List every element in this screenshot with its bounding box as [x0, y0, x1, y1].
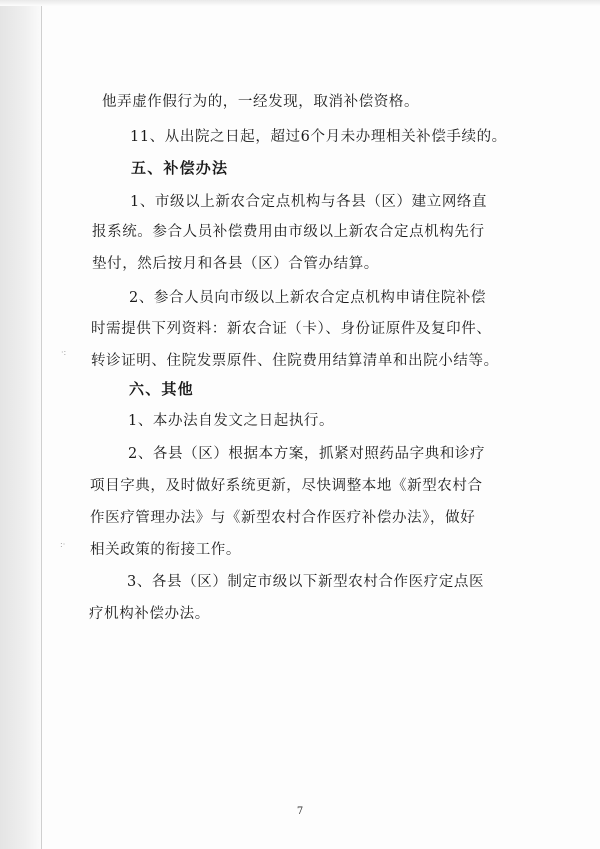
text-line-6: 垫付，然后按月和各县（区）合管办结算。 — [92, 256, 379, 272]
text-line-16: 3、各县（区）制定市级以下新型农村合作医疗定点医 — [127, 574, 485, 590]
scan-speck: :· — [60, 540, 66, 549]
text-line-4: 1、市级以上新农合定点机构与各县（区）建立网络直 — [130, 194, 488, 210]
text-line-11: 1、本办法自发文之日起执行。 — [128, 413, 335, 429]
section-heading-compensation-method: 五、补偿办法 — [131, 159, 229, 177]
scan-shadow-top — [0, 0, 600, 6]
scan-shadow-left — [0, 0, 42, 849]
text-line-13: 项目字典，及时做好系统更新，尽快调整本地《新型农村合 — [90, 478, 483, 494]
text-line-8: 时需提供下列资料：新农合证（卡）、身份证原件及复印件、 — [91, 321, 492, 337]
text-line-2: 11、从出院之日起，超过6个月未办理相关补偿手续的。 — [130, 129, 507, 145]
section-heading-other: 六、其他 — [129, 380, 194, 398]
text-line-15: 相关政策的衔接工作。 — [90, 542, 241, 558]
scan-edge-line — [41, 0, 42, 849]
text-line-9: 转诊证明、住院发票原件、住院费用结算清单和出院小结等。 — [91, 353, 499, 369]
text-line-17: 疗机构补偿办法。 — [89, 606, 210, 622]
text-line-1: 他弄虚作假行为的，一经发现，取消补偿资格。 — [102, 94, 420, 110]
page-number: 7 — [296, 806, 304, 817]
text-line-5: 报系统。参合人员补偿费用由市级以上新农合定点机构先行 — [92, 224, 485, 240]
text-line-12: 2、各县（区）根据本方案，抓紧对照药品字典和诊疗 — [128, 446, 486, 462]
text-line-14: 作医疗管理办法》与《新型农村合作医疗补偿办法》，做好 — [90, 510, 476, 526]
scan-speck: ·: — [61, 348, 67, 357]
text-line-7: 2、参合人员向市级以上新农合定点机构申请住院补偿 — [129, 290, 487, 306]
